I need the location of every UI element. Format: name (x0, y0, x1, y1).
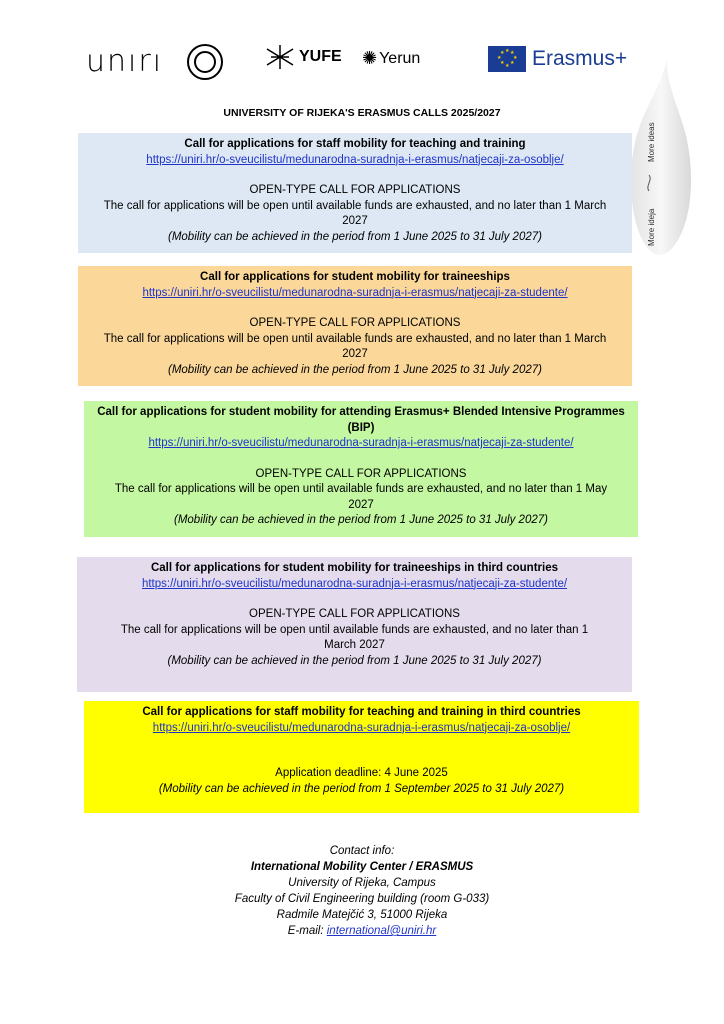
call-title: Call for applications for student mobility for traineeships (200, 271, 510, 283)
call-title: Call for applications for staff mobility for teaching and training in third countries (142, 706, 581, 718)
call-title-line2: (BIP) (347, 421, 375, 434)
call-note: (Mobility can be achieved in the period from 1 June 2025 to 31 July 2027) (167, 654, 542, 667)
call-note: (Mobility can be achieved in the period from 1 June 2025 to 31 July 2027) (168, 363, 542, 376)
yufe-label: YUFE (299, 48, 342, 65)
call-box-student-bip (84, 401, 638, 537)
call-deadline: Application deadline: 4 June 2025 (275, 767, 448, 779)
call-box-student-traineeships (78, 266, 632, 386)
contact-info (0, 843, 724, 939)
call-link[interactable]: https://uniri.hr/o-sveucilistu/medunarodna-suradnja-i-erasmus/natjecaji-za-osoblje/ (146, 153, 564, 166)
call-link[interactable]: https://uniri.hr/o-sveucilistu/medunarodna-suradnja-i-erasmus/natjecaji-za-studente/ (148, 437, 574, 449)
call-desc-line2: 2027 (342, 215, 368, 227)
erasmus-logo (488, 46, 627, 72)
yerun-star-icon: ✺ (362, 48, 378, 68)
call-desc-line1: The call for applications will be open until available funds are exhausted, and no later than 1 (120, 623, 589, 636)
call-desc-line2: March 2027 (324, 639, 385, 651)
call-desc-line2: 2027 (342, 348, 368, 360)
call-title: Call for applications for staff mobility for teaching and training (184, 138, 526, 150)
call-type: OPEN-TYPE CALL FOR APPLICATIONS (249, 608, 460, 620)
call-note: (Mobility can be achieved in the period from 1 September 2025 to 31 July 2027) (158, 782, 565, 795)
contact-line1: University of Rijeka, Campus (288, 877, 436, 889)
yerun-label: Yerun (379, 49, 421, 67)
call-type: OPEN-TYPE CALL FOR APPLICATIONS (249, 184, 461, 196)
drop-text-more-ideas: More ideas (647, 122, 656, 162)
contact-org: International Mobility Center / ERASMUS (250, 861, 474, 873)
call-desc-line2: 2027 (348, 498, 374, 511)
call-title: Call for applications for student mobility for traineeships in third countries (150, 562, 558, 574)
call-desc-line1: The call for applications will be open until available funds are exhausted, and no later than 1 May (114, 483, 608, 495)
contact-line3: Radmile Matejčić 3, 51000 Rijeka (276, 909, 448, 921)
yufe-logo (265, 45, 342, 69)
call-desc-line1: The call for applications will be open until available funds are exhausted, and no later than 1 March (103, 332, 607, 345)
call-box-staff-third-countries (84, 701, 639, 813)
yufe-star-icon (265, 45, 295, 69)
call-link[interactable]: https://uniri.hr/o-sveucilistu/medunarodna-suradnja-i-erasmus/natjecaji-za-studente/ (141, 577, 568, 590)
page-title: UNIVERSITY OF RIJEKA'S ERASMUS CALLS 2025/2027 (223, 107, 501, 119)
contact-email-link[interactable]: international@uniri.hr (326, 925, 437, 937)
drop-decoration (627, 60, 693, 255)
eu-flag-icon: ★ ★ ★ ★ ★ ★ ★ ★ (488, 46, 526, 72)
call-box-student-third-countries (77, 557, 632, 692)
call-box-staff-teaching (78, 133, 632, 253)
contact-line2: Faculty of Civil Engineering building (room G-033) (234, 893, 490, 905)
call-title-line1: Call for applications for student mobility for attending Erasmus+ Blended Intensive Programmes (97, 406, 625, 418)
university-seal-icon (187, 44, 223, 80)
contact-heading: Contact info: (329, 845, 395, 857)
contact-email-label: E-mail: (287, 925, 327, 937)
call-note: (Mobility can be achieved in the period from 1 June 2025 to 31 July 2027) (174, 514, 548, 526)
uniri-logo: unırı (86, 44, 164, 79)
drop-text-more-ideja: More ideja (647, 208, 656, 246)
call-link[interactable]: https://uniri.hr/o-sveucilistu/medunarodna-suradnja-i-erasmus/natjecaji-za-studente/ (142, 286, 568, 299)
call-type: OPEN-TYPE CALL FOR APPLICATIONS (255, 467, 467, 480)
contact-email-row (0, 923, 724, 939)
call-link[interactable]: https://uniri.hr/o-sveucilistu/medunarodna-suradnja-i-erasmus/natjecaji-za-osoblje/ (152, 721, 571, 734)
erasmus-label: Erasmus+ (532, 47, 628, 70)
call-type: OPEN-TYPE CALL FOR APPLICATIONS (249, 317, 461, 329)
yerun-logo (362, 48, 420, 69)
call-desc-line1: The call for applications will be open until available funds are exhausted, and no later than 1 March (103, 199, 607, 212)
call-note: (Mobility can be achieved in the period from 1 June 2025 to 31 July 2027) (168, 230, 542, 243)
